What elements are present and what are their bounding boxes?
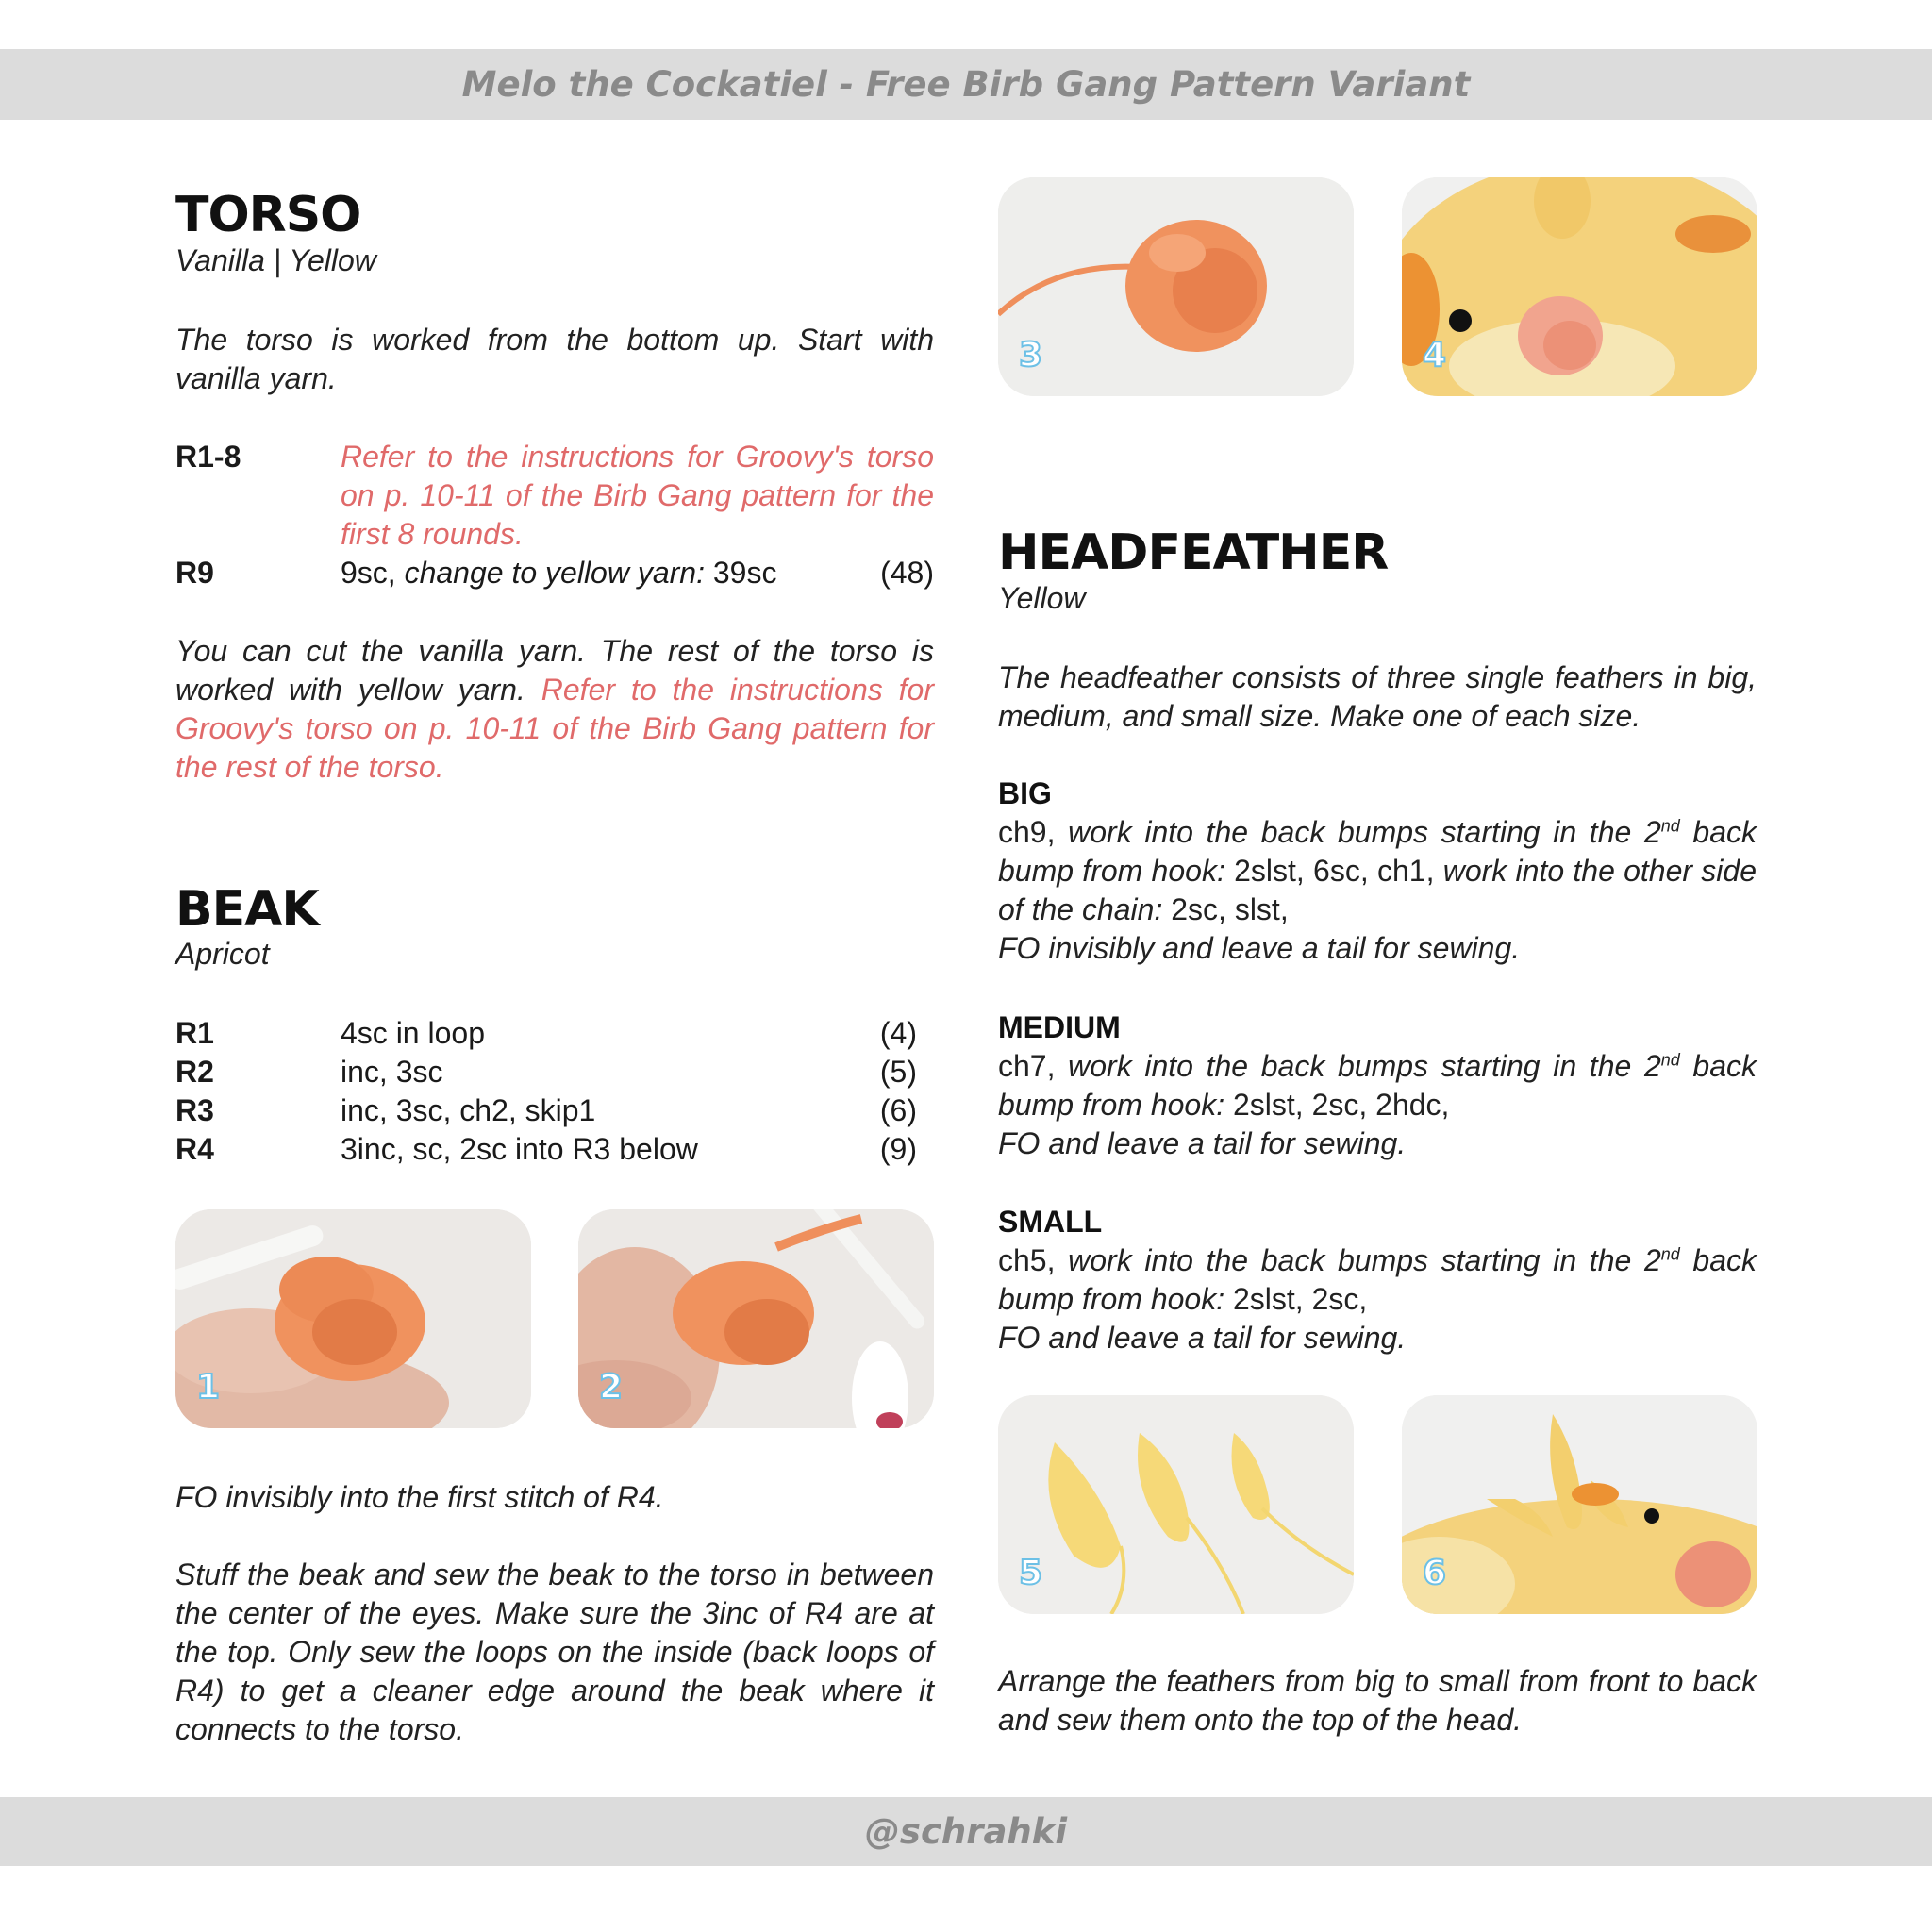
row-label: R1 (175, 1016, 214, 1050)
beak-title: BEAK (175, 881, 319, 938)
photo-feathers (998, 1395, 1354, 1614)
ordinal-suffix: nd (1660, 816, 1680, 836)
torso-outro (175, 632, 934, 787)
headfeather-colors: Yellow (998, 581, 1086, 615)
row-label: R2 (175, 1055, 214, 1089)
photo-feathers-attached (1402, 1395, 1757, 1614)
torso-outro-plain: You can cut the vanilla yarn. The rest of the torso is worked with yellow yarn. (175, 634, 934, 707)
beak-row (175, 1091, 917, 1130)
headfeather-arrange: Arrange the feathers from big to small from front to back and sew them onto the top of the head. (998, 1664, 1757, 1737)
row-count: (6) (879, 1093, 917, 1127)
stitch-start: ch9, (998, 815, 1069, 849)
stitches: 2slst, 2sc, (1224, 1282, 1368, 1316)
photo-number-badge: 5 (1019, 1554, 1043, 1592)
left-column (175, 0, 934, 1932)
row-label: R4 (175, 1132, 214, 1166)
instruction-italic: back bump from hook: (998, 1049, 1757, 1122)
instruction-italic: work into the back bumps starting in the 2 (1068, 815, 1661, 849)
photo-number-badge: 3 (1019, 336, 1043, 375)
torso-row-r1-8 (175, 438, 934, 554)
row-count: (4) (879, 1016, 917, 1050)
size-instructions-medium (998, 1047, 1757, 1163)
row-text (341, 554, 776, 592)
beak-row (175, 1014, 917, 1053)
instruction-italic: work into the back bumps starting in the 2 (1068, 1243, 1661, 1277)
row-text: inc, 3sc, ch2, skip1 (341, 1093, 596, 1127)
photo-number-badge: 1 (196, 1368, 221, 1407)
page-title: Melo the Cockatiel - Free Birb Gang Pattern Variant (461, 64, 1471, 105)
row-text-plain: 9sc, (341, 556, 405, 590)
photo-beak-step-1 (175, 1209, 531, 1428)
page-footer (0, 1797, 1932, 1866)
finish-instruction: FO and leave a tail for sewing. (998, 1321, 1407, 1355)
stitches: 2slst, 6sc, ch1, (1224, 854, 1443, 888)
instruction-italic: work into the back bumps starting in the 2 (1068, 1049, 1661, 1083)
row-count: (48) (880, 556, 934, 590)
instruction-italic: back bump from hook: (998, 1243, 1757, 1316)
torso-outro-reference: Refer to the instructions for Groovy's torso on p. 10-11 of the Birb Gang pattern for the rest of the torso. (175, 673, 935, 784)
row-count: (5) (879, 1055, 917, 1089)
row-text: 3inc, sc, 2sc into R3 below (341, 1132, 698, 1166)
row-text-end: 39sc (704, 556, 777, 590)
headfeather-title: HEADFEATHER (998, 525, 1389, 581)
photo-number-badge: 4 (1423, 336, 1447, 375)
instruction-italic: work into the other side of the chain: (998, 854, 1757, 926)
beak-sewing: Stuff the beak and sew the beak to the torso in between the center of the eyes. Make sure the 3inc of R4 are at the top. Only sew the loops on the inside (back loops of R4) to get a cleaner edge around the beak where it connects to the torso. (175, 1557, 934, 1746)
torso-intro: The torso is worked from the bottom up. Start with vanilla yarn. (175, 323, 934, 395)
finish-instruction: FO and leave a tail for sewing. (998, 1126, 1407, 1160)
finish-instruction: FO invisibly and leave a tail for sewing. (998, 931, 1521, 965)
size-label-medium: MEDIUM (998, 1010, 1121, 1044)
row-label: R3 (175, 1093, 214, 1127)
row-label: R9 (175, 556, 214, 590)
instruction-italic: back bump from hook: (998, 815, 1757, 888)
stitches: 2slst, 2sc, 2hdc, (1224, 1088, 1450, 1122)
torso-colors: Vanilla | Yellow (175, 243, 376, 277)
photo-beak-finished (998, 177, 1354, 396)
photo-number-badge: 6 (1423, 1554, 1447, 1592)
stitch-start: ch5, (998, 1243, 1069, 1277)
beak-row (175, 1053, 917, 1091)
headfeather-intro: The headfeather consists of three single feathers in big, medium, and small size. Make one of each size. (998, 660, 1757, 733)
row-text: 4sc in loop (341, 1016, 485, 1050)
beak-row (175, 1130, 917, 1169)
photo-number-badge: 2 (599, 1368, 624, 1407)
size-instructions-small (998, 1241, 1757, 1357)
stitches: 2sc, slst, (1162, 892, 1289, 926)
stitch-start: ch7, (998, 1049, 1069, 1083)
size-instructions-big (998, 813, 1757, 968)
photo-beak-step-2 (578, 1209, 934, 1428)
ordinal-suffix: nd (1660, 1244, 1680, 1264)
torso-row-r9 (175, 554, 934, 592)
row-label: R1-8 (175, 440, 242, 474)
ordinal-suffix: nd (1660, 1050, 1680, 1070)
footer-handle: @schrahki (864, 1811, 1068, 1852)
torso-title: TORSO (175, 187, 361, 243)
row-text-italic: change to yellow yarn: (404, 556, 705, 590)
beak-finish: FO invisibly into the first stitch of R4. (175, 1480, 664, 1514)
beak-colors: Apricot (175, 937, 270, 971)
size-label-small: SMALL (998, 1205, 1103, 1239)
size-label-big: BIG (998, 776, 1052, 810)
right-column (998, 0, 1757, 1932)
row-text: inc, 3sc (341, 1055, 443, 1089)
row-count: (9) (879, 1132, 917, 1166)
photo-beak-attached (1402, 177, 1757, 396)
row-text: Refer to the instructions for Groovy's torso on p. 10-11 of the Birb Gang pattern for the first 8 rounds. (341, 440, 934, 551)
